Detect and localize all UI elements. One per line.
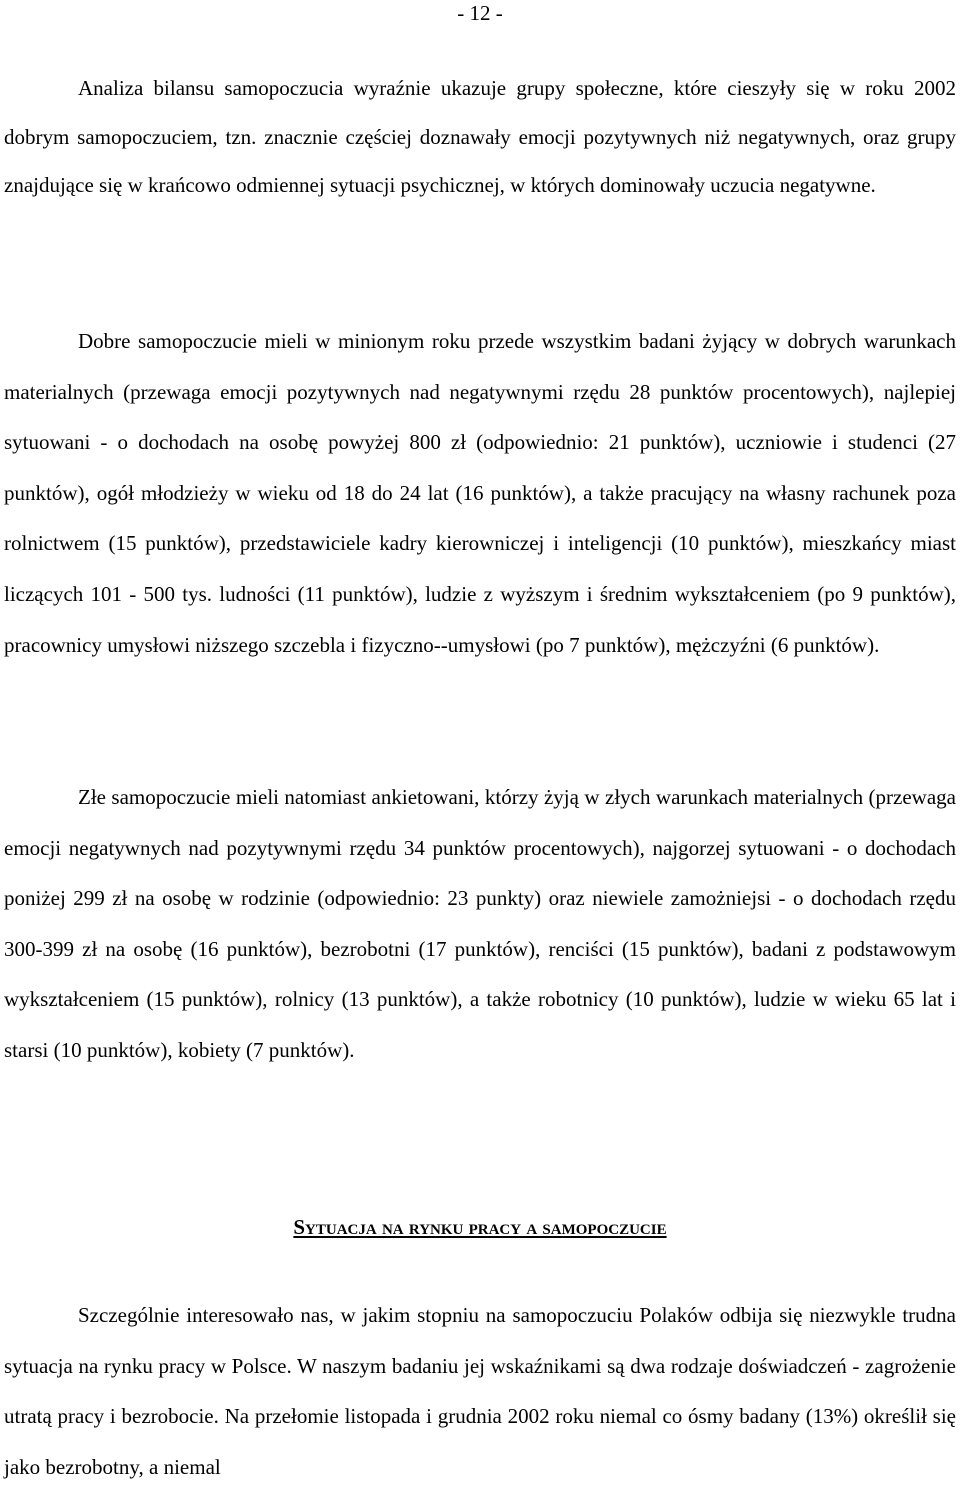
paragraph-good-wellbeing: Dobre samopoczucie mieli w minionym roku przede wszystkim badani żyjący w dobrych warunkach materialnych (przewaga emocji pozytywnych nad negatywnymi rzędu 28 punktów procentowych), najlepiej sytuowani - o dochodach na osobę powyżej 800 zł (odpowiednio: 21 punktów), uczniowie i studenci (27 punktów), ogół młodzieży w wieku od 18 do 24 lat (16 punktów), a także pracujący na własny rachunek poza rolnictwem (15 punktów), przedstawiciele kadry kierowniczej i inteligencji (10 punktów), mieszkańcy miast liczących 101 - 500 tys. ludności (11 punktów), ludzie z wyższym i średnim wykształceniem (po 9 punktów), pracownicy umysłowi niższego szczebla i fizyczno--umysłowi (po 7 punktów), mężczyźni (6 punktów). bbox=[4, 329, 956, 657]
document-page bbox=[4, 0, 956, 1484]
paragraph-bad-wellbeing: Złe samopoczucie mieli natomiast ankietowani, którzy żyją w złych warunkach materialnych (przewaga emocji negatywnych nad pozytywnymi rzędu 34 punktów procentowych), najgorzej sytuowani - o dochodach poniżej 299 zł na osobę w rodzinie (odpowiednio: 23 punkty) oraz niewiele zamożniejsi - o dochodach rzędu 300-399 zł na osobę (16 punktów), bezrobotni (17 punktów), renciści (15 punktów), badani z podstawowym wykształceniem (15 punktów), rolnicy (13 punktów), a także robotnicy (10 punktów), ludzie w wieku 65 lat i starsi (10 punktów), kobiety (7 punktów). bbox=[4, 785, 956, 1062]
paragraph-intro: Analiza bilansu samopoczucia wyraźnie ukazuje grupy społeczne, które cieszyły się w roku 2002 dobrym samopoczuciem, tzn. znacznie częściej doznawały emocji pozytywnych niż negatywnych, oraz grupy znajdujące się w krańcowo odmiennej sytuacji psychicznej, w których dominowały uczucia negatywne. bbox=[4, 76, 956, 197]
paragraph-labour-market: Szczególnie interesowało nas, w jakim stopniu na samopoczuciu Polaków odbija się niezwykle trudna sytuacja na rynku pracy w Polsce. W naszym badaniu jej wskaźnikami są dwa rodzaje doświadczeń - zagrożenie utratą pracy i bezrobocie. Na przełomie listopada i grudnia 2002 roku niemal co ósmy badany (13%) określił się jako bezrobotny, a niemal bbox=[4, 1303, 956, 1479]
section-heading: Sytuacja na rynku pracy a samopoczucie bbox=[293, 1215, 667, 1239]
page-number: - 12 - bbox=[457, 1, 503, 25]
